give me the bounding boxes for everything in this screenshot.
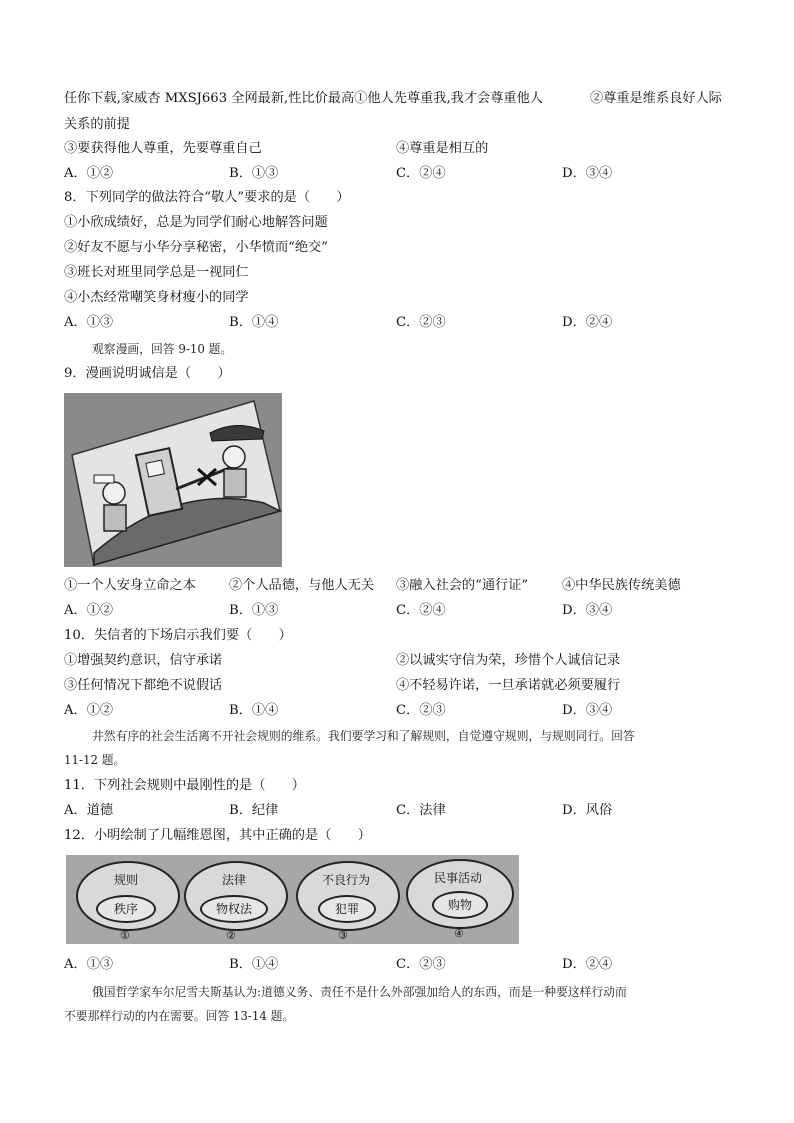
q9-option-3: ③融入社会的“通行证” xyxy=(396,578,529,593)
q9-option-2: ②个人品德，与他人无关 xyxy=(229,578,375,593)
venn-1-number: ① xyxy=(120,929,130,942)
venn-3-inner: 犯罪 xyxy=(318,895,376,923)
instruction-11-12-line-1: 井然有序的社会生活离不开社会规则的维系。我们要学习和了解规则，自觉遵守规则，与规则同行。回答 xyxy=(92,729,635,743)
q8-choice-d[interactable]: D．②④ xyxy=(562,315,613,330)
q8-option-2: ②好友不愿与小华分享秘密，小华愤而“绝交” xyxy=(64,240,329,255)
instruction-13-14-line-2: 不要那样行动的内在需要。回答 13-14 题。 xyxy=(64,1009,295,1023)
q12-choice-c[interactable]: C．②③ xyxy=(396,957,446,972)
venn-4-number: ④ xyxy=(454,927,464,940)
instruction-9-10: 观察漫画，回答 9-10 题。 xyxy=(92,342,233,356)
venn-1-outer-label: 规则 xyxy=(113,873,138,887)
venn-2-number: ② xyxy=(226,929,236,942)
q11-choice-c[interactable]: C．法律 xyxy=(396,803,446,818)
venn-2-inner: 物权法 xyxy=(200,895,268,923)
header-line-1: 任你下载,家威杏 MXSJ663 全网最新,性比价最高①他人先尊重我,我才会尊重他人 xyxy=(64,91,543,106)
instruction-13-14-line-1: 俄国哲学家车尔尼雪夫斯基认为:道德义务、责任不是什么外部强加给人的东西，而是一种要这样行动而 xyxy=(92,985,627,999)
q9-option-1: ①一个人安身立命之本 xyxy=(64,578,196,593)
q10-choice-a[interactable]: A．①② xyxy=(64,703,114,718)
venn-2-outer-label: 法律 xyxy=(221,873,246,887)
q11-choice-a[interactable]: A．道德 xyxy=(64,803,114,818)
q10-option-1: ①增强契约意识，信守承诺 xyxy=(64,653,223,668)
q8-stem: 8．下列同学的做法符合“敬人”要求的是（ ） xyxy=(64,190,350,205)
venn-3-outer-label: 不良行为 xyxy=(321,873,370,887)
venn-4-outer-label: 民事活动 xyxy=(433,871,482,885)
q11-stem: 11．下列社会规则中最刚性的是（ ） xyxy=(64,778,305,793)
q9-option-4: ④中华民族传统美德 xyxy=(562,578,681,593)
q10-option-3: ③任何情况下都绝不说假话 xyxy=(64,678,223,693)
q10-choice-c[interactable]: C．②③ xyxy=(396,703,446,718)
q11-choice-b[interactable]: B．纪律 xyxy=(229,803,279,818)
q8-choice-b[interactable]: B．①④ xyxy=(229,315,279,330)
q8-choice-c[interactable]: C．②③ xyxy=(396,315,446,330)
q7-option-4: ④尊重是相互的 xyxy=(396,141,489,156)
q9-stem: 9．漫画说明诚信是（ ） xyxy=(64,366,231,381)
cartoon-image xyxy=(64,393,282,567)
q7-option-3: ③要获得他人尊重，先要尊重自己 xyxy=(64,141,262,156)
q10-option-4: ④不轻易许诺，一旦承诺就必须要履行 xyxy=(396,678,621,693)
header-line-1-right: ②尊重是维系良好人际 xyxy=(590,91,722,106)
venn-1-inner: 秩序 xyxy=(96,895,156,923)
q12-choice-d[interactable]: D．②④ xyxy=(562,957,613,972)
q12-stem: 12．小明绘制了几幅维恩图，其中正确的是（ ） xyxy=(64,828,371,843)
q12-choice-a[interactable]: A．①③ xyxy=(64,957,114,972)
q8-option-1: ①小欣成绩好，总是为同学们耐心地解答问题 xyxy=(64,215,328,230)
venn-4-inner: 购物 xyxy=(432,891,488,919)
q11-choice-d[interactable]: D．风俗 xyxy=(562,803,613,818)
q9-choice-d[interactable]: D．③④ xyxy=(562,603,613,618)
header-line-2: 关系的前提 xyxy=(64,117,130,132)
q9-choice-a[interactable]: A．①② xyxy=(64,603,114,618)
q10-choice-d[interactable]: D．③④ xyxy=(562,703,613,718)
q10-choice-b[interactable]: B．①④ xyxy=(229,703,279,718)
q7-choice-d[interactable]: D．③④ xyxy=(562,166,613,181)
venn-3-number: ③ xyxy=(338,929,348,942)
q9-choice-b[interactable]: B．①③ xyxy=(229,603,279,618)
q12-choice-b[interactable]: B．①④ xyxy=(229,957,279,972)
q8-choice-a[interactable]: A．①③ xyxy=(64,315,114,330)
q9-choice-c[interactable]: C．②④ xyxy=(396,603,446,618)
q7-choice-a[interactable]: A．①② xyxy=(64,166,114,181)
q7-choice-b[interactable]: B．①③ xyxy=(229,166,279,181)
q8-option-4: ④小杰经常嘲笑身材瘦小的同学 xyxy=(64,290,249,305)
q7-choice-c[interactable]: C．②④ xyxy=(396,166,446,181)
venn-diagrams-image xyxy=(66,855,519,944)
q10-stem: 10．失信者的下场启示我们要（ ） xyxy=(64,628,292,643)
instruction-11-12-line-2: 11-12 题。 xyxy=(64,753,126,767)
q10-option-2: ②以诚实守信为荣，珍惜个人诚信记录 xyxy=(396,653,621,668)
q8-option-3: ③班长对班里同学总是一视同仁 xyxy=(64,265,249,280)
